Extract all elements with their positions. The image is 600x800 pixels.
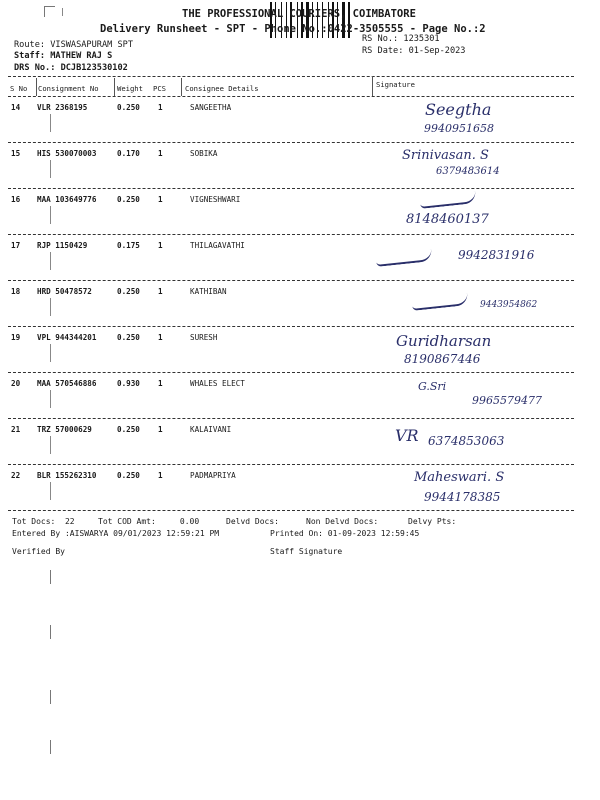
row-consignment: MAA 570546886 (37, 379, 97, 388)
row-sno: 15 (11, 149, 21, 158)
total-docs: Tot Docs: 22 (12, 517, 75, 526)
row-divider (8, 142, 574, 143)
row-divider (8, 326, 574, 327)
row-consignment: TRZ 57000629 (37, 425, 92, 434)
row-weight: 0.250 (117, 471, 140, 480)
delivered-docs: Delvd Docs: (226, 517, 279, 526)
runsheet-subtitle: Delivery Runsheet - SPT - Phone No.:0422-3505555 - Page No.:2 (100, 23, 486, 35)
row-phone: 6379483614 (436, 166, 500, 177)
row-consignment: VPL 944344201 (37, 333, 97, 342)
row-consignment: HIS 530070003 (37, 149, 97, 158)
row-signature: Maheswari. S (414, 470, 505, 485)
row-sno: 14 (11, 103, 21, 112)
row-col-sep (50, 436, 51, 454)
signature-scribble (376, 249, 433, 267)
row-sno: 20 (11, 379, 21, 388)
row-phone: 9443954862 (480, 300, 538, 310)
non-delivered-docs: Non Delvd Docs: (306, 517, 379, 526)
corner-mark-2 (62, 8, 69, 16)
row-col-sep (50, 252, 51, 270)
scan-mark (50, 625, 51, 639)
printed-on: Printed On: 01-09-2023 12:59:45 (270, 529, 420, 538)
col-sep (36, 78, 37, 96)
total-cod: Tot COD Amt: 0.00 (98, 517, 200, 526)
row-col-sep (50, 206, 51, 224)
row-signature: Guridharsan (396, 332, 492, 350)
row-weight: 0.250 (117, 425, 140, 434)
verified-by: Verified By (12, 547, 65, 556)
drs-label: DRS No.: DCJB123530102 (14, 63, 128, 73)
row-sno: 18 (11, 287, 21, 296)
row-phone: 9940951658 (424, 122, 494, 135)
row-sno: 16 (11, 195, 21, 204)
row-weight: 0.250 (117, 287, 140, 296)
row-weight: 0.250 (117, 103, 140, 112)
row-weight: 0.250 (117, 195, 140, 204)
company-title: THE PROFESSIONAL COURIERS, COIMBATORE (182, 8, 416, 20)
header-bottom-rule (8, 96, 574, 97)
row-col-sep (50, 114, 51, 132)
row-signature: VR (395, 426, 419, 445)
row-weight: 0.170 (117, 149, 140, 158)
row-pcs: 1 (158, 425, 163, 434)
scan-mark (50, 690, 51, 704)
row-col-sep (50, 160, 51, 178)
row-pcs: 1 (158, 333, 163, 342)
row-phone: 9944178385 (424, 490, 501, 504)
col-sep (181, 78, 182, 96)
row-consignee: VIGNESHWARI (190, 195, 241, 204)
row-divider (8, 418, 574, 419)
row-sno: 22 (11, 471, 21, 480)
row-pcs: 1 (158, 149, 163, 158)
row-weight: 0.175 (117, 241, 140, 250)
col-sep (114, 78, 115, 96)
row-consignee: WHALES ELECT (190, 379, 245, 388)
row-consignment: VLR 2368195 (37, 103, 88, 112)
row-consignment: RJP 1150429 (37, 241, 88, 250)
row-col-sep (50, 390, 51, 408)
row-consignee: KATHIBAN (190, 287, 227, 296)
row-phone: 8148460137 (406, 212, 489, 227)
col-header-consignment: Consignment No (38, 84, 99, 93)
row-pcs: 1 (158, 103, 163, 112)
row-signature: Srinivasan. S (402, 148, 489, 163)
col-header-sno: S No (10, 84, 28, 93)
row-pcs: 1 (158, 287, 163, 296)
col-header-signature: Signature (376, 80, 415, 89)
row-consignee: PADMAPRIYA (190, 471, 236, 480)
staff-signature: Staff Signature (270, 547, 343, 556)
row-sno: 17 (11, 241, 21, 250)
row-consignment: MAA 103649776 (37, 195, 97, 204)
row-phone: 9942831916 (458, 248, 535, 262)
row-pcs: 1 (158, 471, 163, 480)
entered-by: Entered By :AISWARYA 09/01/2023 12:59:21 PM (12, 529, 220, 538)
row-col-sep (50, 298, 51, 316)
row-consignee: KALAIVANI (190, 425, 232, 434)
table-top-rule (8, 76, 574, 77)
row-phone: 9965579477 (472, 394, 542, 407)
row-consignee: SOBIKA (190, 149, 218, 158)
corner-mark (44, 6, 55, 17)
rs-date: RS Date: 01-Sep-2023 (362, 46, 466, 56)
row-col-sep (50, 482, 51, 500)
scan-mark (50, 570, 51, 584)
row-weight: 0.930 (117, 379, 140, 388)
col-header-pcs: PCS (153, 84, 166, 93)
row-sno: 19 (11, 333, 21, 342)
row-pcs: 1 (158, 195, 163, 204)
row-consignment: HRD 50478572 (37, 287, 92, 296)
delivery-points: Delvy Pts: (408, 517, 457, 526)
row-pcs: 1 (158, 241, 163, 250)
row-divider (8, 464, 574, 465)
col-header-weight: Weight (117, 84, 143, 93)
row-divider (8, 188, 574, 189)
rs-number: RS No.: 1235301 (362, 34, 440, 44)
col-header-consignee: Consignee Details (185, 84, 259, 93)
row-signature: G.Sri (418, 380, 447, 393)
route-label: Route: VISWASAPURAM SPT (14, 40, 133, 50)
signature-scribble (412, 293, 469, 311)
row-weight: 0.250 (117, 333, 140, 342)
row-consignee: THILAGAVATHI (190, 241, 245, 250)
row-sno: 21 (11, 425, 21, 434)
row-divider (8, 372, 574, 373)
row-pcs: 1 (158, 379, 163, 388)
col-sep (372, 76, 373, 96)
row-signature: Seegtha (425, 100, 492, 119)
signature-scribble (420, 191, 477, 209)
row-phone: 8190867446 (404, 352, 481, 366)
row-consignment: BLR 155262310 (37, 471, 97, 480)
staff-label: Staff: MATHEW RAJ S (14, 51, 113, 61)
row-consignee: SURESH (190, 333, 218, 342)
row-consignee: SANGEETHA (190, 103, 232, 112)
row-col-sep (50, 344, 51, 362)
row-divider (8, 510, 574, 511)
row-divider (8, 280, 574, 281)
scan-mark (50, 740, 51, 754)
row-phone: 6374853063 (428, 434, 505, 448)
row-divider (8, 234, 574, 235)
